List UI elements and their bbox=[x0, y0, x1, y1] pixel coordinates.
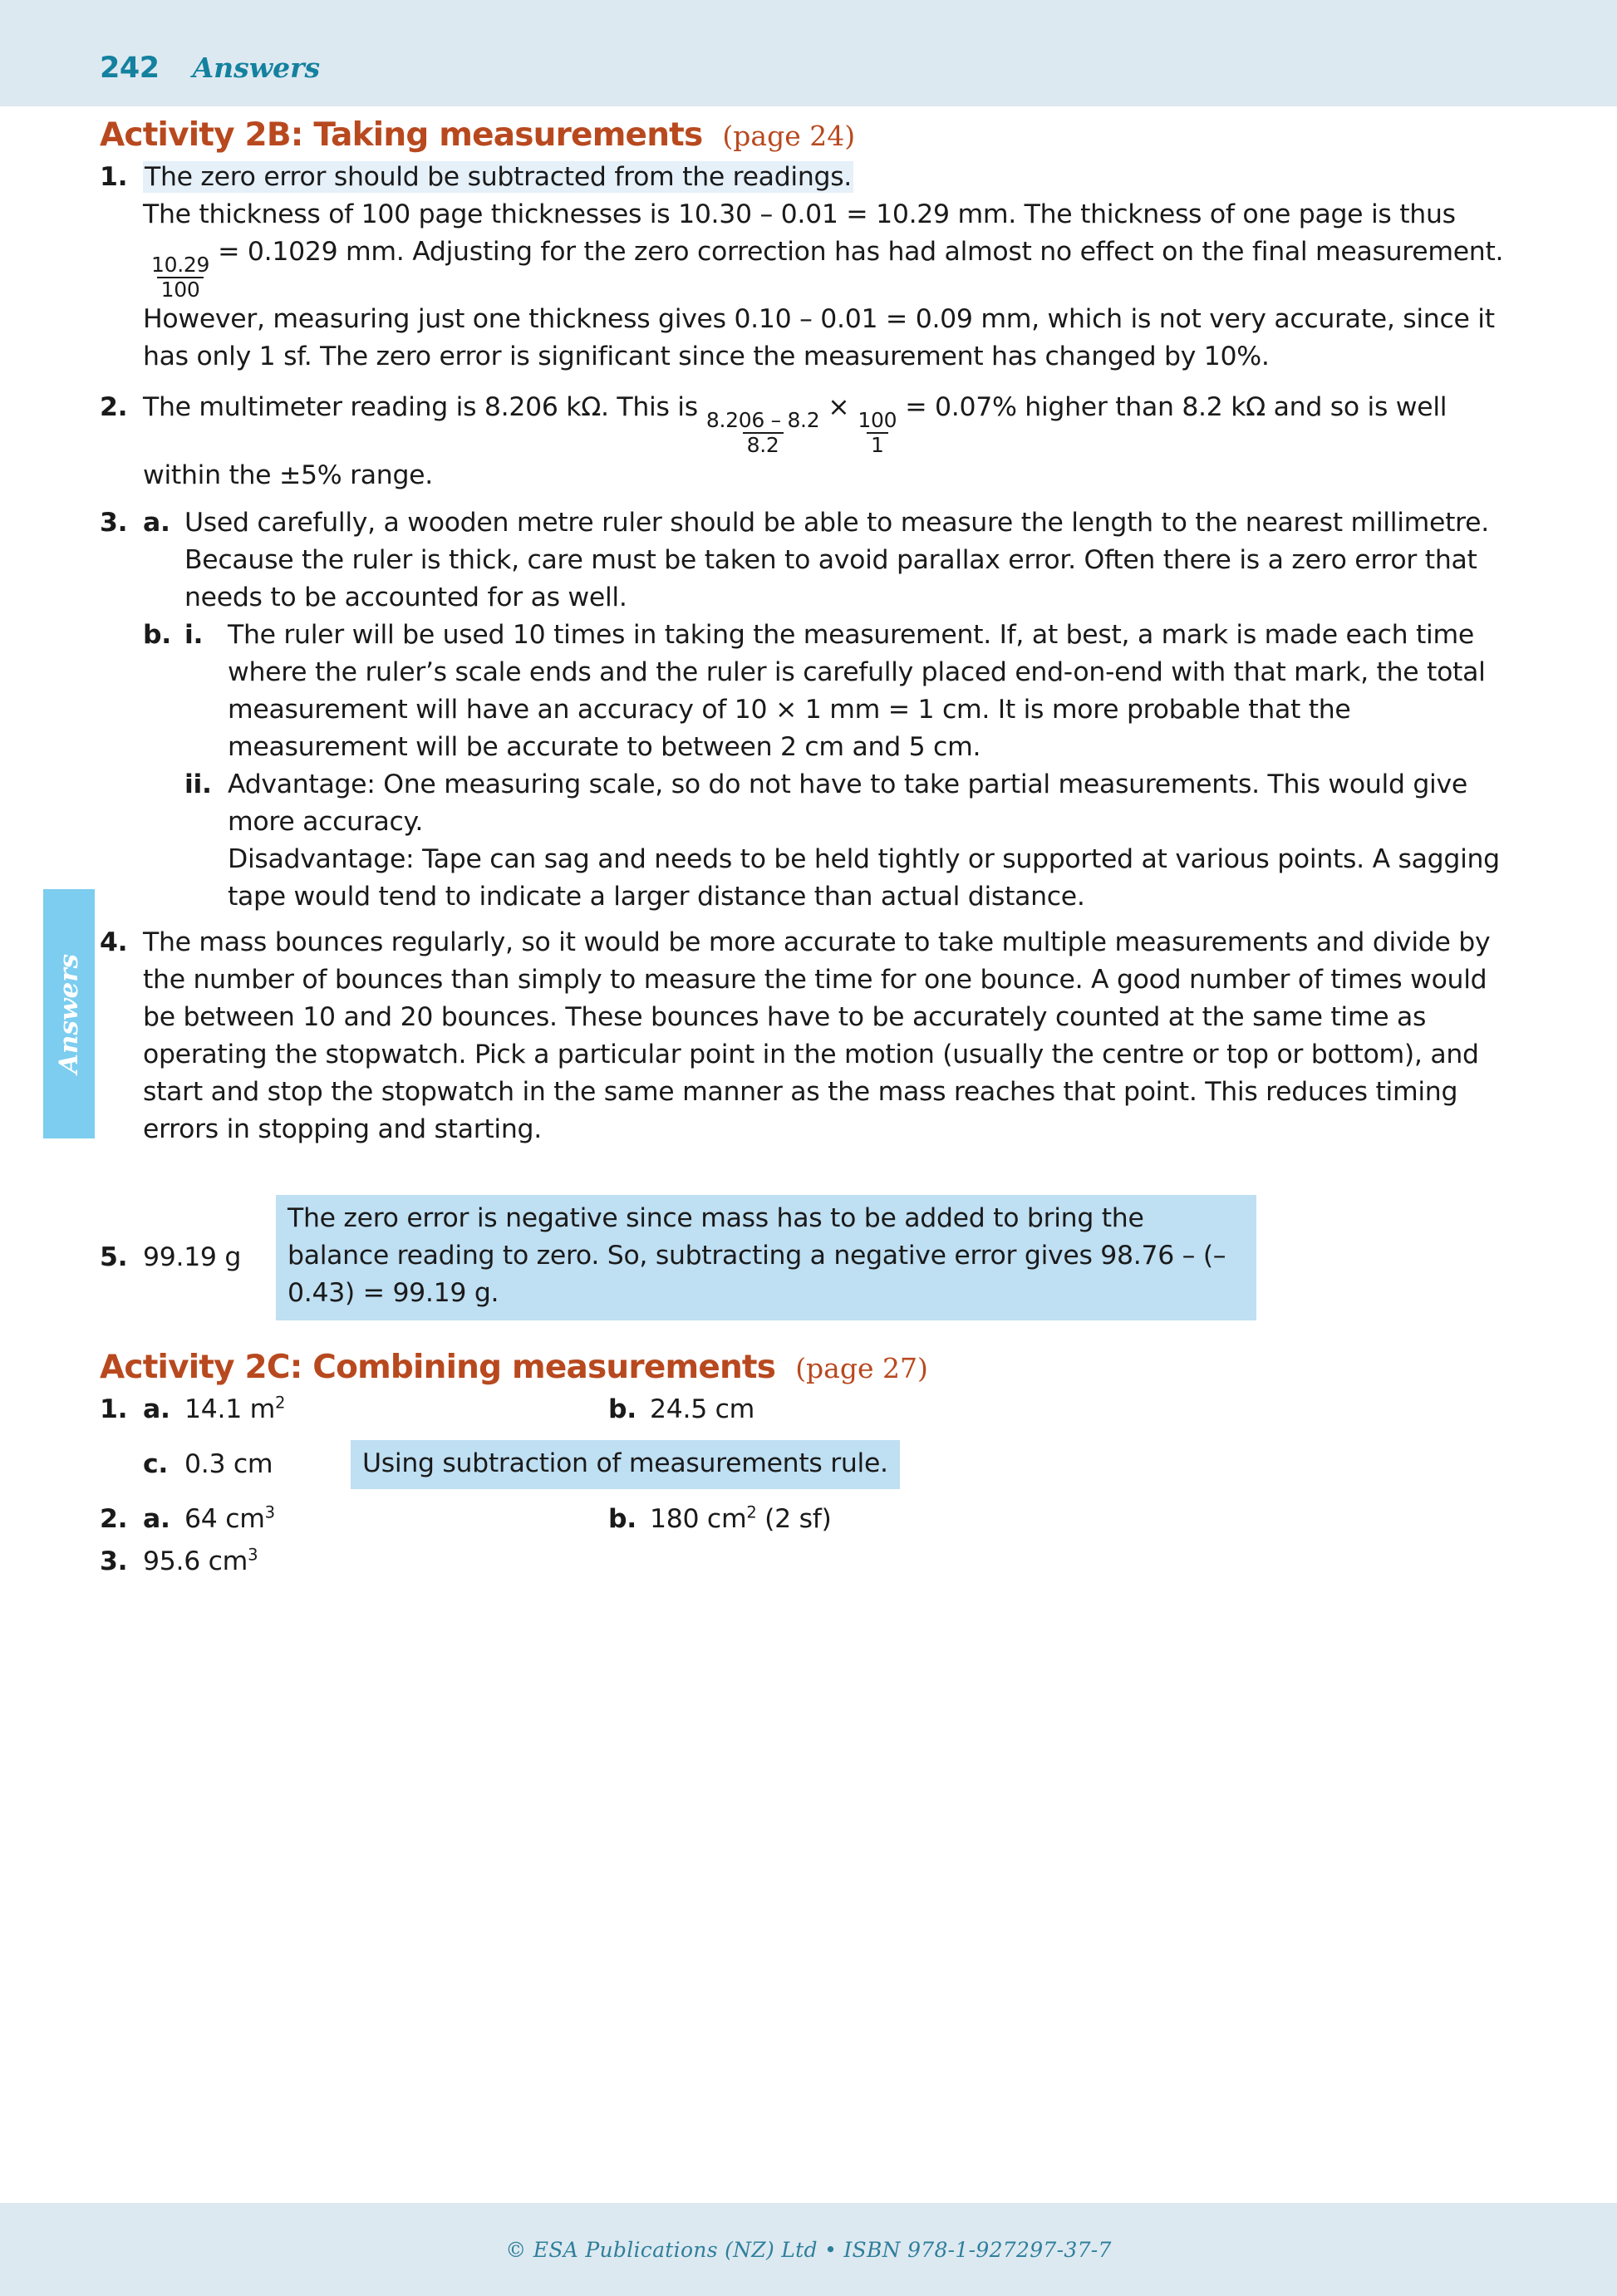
q1-highlighted-line: The zero error should be subtracted from the readings. bbox=[145, 162, 853, 192]
answer-value-text: 14.1 m bbox=[184, 1394, 276, 1424]
disadvantage-text: Disadvantage: Tape can sag and needs to be held tightly or supported at various points. A sagging tape would tend to indicate a larger distance than actual distance. bbox=[228, 843, 1500, 912]
answer-value-1b: 24.5 cm bbox=[650, 1394, 755, 1424]
activity-2c-title: Activity 2C: Combining measurements bbox=[100, 1348, 776, 1386]
fraction-denominator: 100 bbox=[157, 277, 204, 301]
subitem-marker: b. bbox=[608, 1503, 636, 1534]
answer-item-3 bbox=[100, 504, 1512, 916]
answer-value-text: 64 cm bbox=[184, 1503, 265, 1534]
q2-text-after: = 0.07% higher than 8.2 kΩ and so is well within the ±5% range. bbox=[143, 392, 1447, 490]
page-number: 242 bbox=[100, 52, 160, 85]
page-footer-band bbox=[0, 2203, 1617, 2296]
answer-item-2c-2 bbox=[100, 1501, 1512, 1538]
item-body bbox=[143, 1543, 1512, 1581]
subitem-marker: a. bbox=[143, 1503, 170, 1534]
answer-value-exponent: 2 bbox=[746, 1502, 757, 1522]
q5-note-box: The zero error is negative since mass has to be added to bring the balance reading to zero. So, subtracting a negative error gives 98.76 – (–0.43) = 99.19 g. bbox=[276, 1195, 1256, 1320]
fraction-100-over-1 bbox=[853, 410, 901, 457]
page-header-band bbox=[0, 0, 1617, 106]
advantage-text: Advantage: One measuring scale, so do not have to take partial measurements. This would give more accuracy. bbox=[228, 769, 1467, 837]
answer-value-suffix: (2 sf) bbox=[756, 1503, 832, 1534]
roman-body bbox=[228, 766, 1512, 916]
answer-item-3b bbox=[143, 617, 1512, 916]
fraction-denominator: 8.2 bbox=[743, 432, 784, 456]
answer-item-1 bbox=[100, 159, 1512, 376]
roman-marker: i. bbox=[184, 619, 204, 650]
answer-value-3 bbox=[143, 1546, 258, 1576]
fraction-numerator: 10.29 bbox=[151, 252, 210, 277]
answer-value-1c: 0.3 cm bbox=[184, 1448, 273, 1479]
activity-2c-heading bbox=[100, 1349, 1512, 1386]
fraction-numerator: 8.206 – 8.2 bbox=[705, 408, 820, 432]
subitem-body bbox=[184, 617, 1512, 916]
roman-body: The ruler will be used 10 times in taking the measurement. If, at best, a mark is made each time where the ruler’s scale ends and the ruler is carefully placed end-on-end with that mark, the total measurement will have an accuracy of 10 × 1 mm = 1 cm. It is more probable that the measurement will be accurate to between 2 cm and 5 cm. bbox=[228, 619, 1486, 762]
q2-text-before: The multimeter reading is 8.206 kΩ. This is bbox=[143, 392, 698, 423]
item-body bbox=[143, 159, 1512, 376]
answer-cell-2b bbox=[608, 1501, 832, 1538]
roman-marker: ii. bbox=[184, 769, 212, 799]
activity-2c-page-ref: (page 27) bbox=[795, 1351, 928, 1384]
item-marker: 2. bbox=[100, 1503, 128, 1534]
subitem-marker: b. bbox=[608, 1394, 636, 1424]
q1-paragraph bbox=[143, 196, 1512, 376]
fraction-percent-difference bbox=[702, 410, 823, 457]
answer-value-exponent: 3 bbox=[264, 1502, 275, 1522]
answer-item-3a bbox=[143, 504, 1512, 617]
item-body bbox=[143, 1501, 1512, 1538]
item-body bbox=[143, 504, 1512, 916]
answer-value-exponent: 2 bbox=[275, 1393, 286, 1412]
activity-2b-heading bbox=[100, 116, 1512, 154]
answer-value-2b bbox=[650, 1501, 832, 1538]
item-marker: 5. bbox=[100, 1241, 128, 1272]
footer-copyright: © ESA Publications (NZ) Ltd • ISBN 978-1-927297-37-7 bbox=[505, 2238, 1112, 2262]
activity-2b-title: Activity 2B: Taking measurements bbox=[100, 116, 703, 154]
side-tab-answers bbox=[43, 889, 95, 1138]
item-marker: 1. bbox=[100, 1394, 128, 1424]
q1-highlighted-line-wrap bbox=[143, 159, 1512, 196]
answer-item-3b-ii bbox=[184, 766, 1512, 916]
subitem-marker: a. bbox=[143, 507, 170, 538]
fraction-numerator: 100 bbox=[858, 408, 897, 432]
item-marker: 4. bbox=[100, 927, 128, 957]
answer-item-3b-i bbox=[184, 617, 1512, 766]
answer-cell-2a bbox=[143, 1501, 608, 1538]
item-body bbox=[143, 389, 1512, 494]
multiplication-sign: × bbox=[828, 392, 850, 423]
answer-cell-1b bbox=[608, 1391, 754, 1428]
q1-text-before-fraction: The thickness of 100 page thicknesses is 10.30 – 0.01 = 10.29 mm. The thickness of one page is thus bbox=[143, 199, 1456, 229]
answer-value-text: 180 cm bbox=[650, 1503, 747, 1534]
item-marker: 1. bbox=[100, 162, 128, 192]
subitem-marker: b. bbox=[143, 619, 171, 650]
answer-item-2c-1 bbox=[100, 1391, 1512, 1489]
header-section-label: Answers bbox=[192, 52, 321, 84]
activity-2b-page-ref: (page 24) bbox=[722, 120, 856, 152]
answer-note-1c: Using subtraction of measurements rule. bbox=[351, 1440, 900, 1489]
answer-value-text: 95.6 cm bbox=[143, 1546, 248, 1576]
q5-value: 99.19 g bbox=[143, 1241, 242, 1272]
answer-item-2 bbox=[100, 389, 1512, 494]
item-marker: 3. bbox=[100, 507, 128, 538]
subitem-body: Used carefully, a wooden metre ruler should be able to measure the length to the nearest millimetre. Because the ruler is thick, care must be taken to avoid parallax error. Often there is a zero error that needs to be accounted for as well. bbox=[184, 507, 1489, 612]
fraction-10-29-over-100 bbox=[147, 254, 214, 302]
page-header-content bbox=[100, 52, 320, 85]
answer-value-1a bbox=[184, 1391, 285, 1428]
answer-value-exponent: 3 bbox=[248, 1545, 258, 1564]
answer-item-2c-3 bbox=[100, 1543, 1512, 1581]
answer-item-4 bbox=[100, 924, 1512, 1148]
answer-value-2a bbox=[184, 1501, 275, 1538]
item-marker: 2. bbox=[100, 392, 128, 423]
page-content bbox=[100, 116, 1512, 1581]
item-body: The mass bounces regularly, so it would be more accurate to take multiple measurements and divide by the number of bounces than simply to measure the time for one bounce. A good number of times would be between 10 and 20 bounces. These bounces have to be accurately counted at the same time as operating the stopwatch. Pick a particular point in the motion (usually the centre or top or bottom), and start and stop the stopwatch in the same manner as the mass reaches that point. This reduces timing errors in stopping and starting. bbox=[143, 927, 1491, 1144]
subitem-marker: c. bbox=[143, 1448, 169, 1479]
answer-cell-1c bbox=[143, 1446, 351, 1483]
subitem-marker: a. bbox=[143, 1394, 170, 1424]
fraction-denominator: 1 bbox=[867, 432, 888, 456]
side-tab-label: Answers bbox=[54, 953, 84, 1074]
item-marker: 3. bbox=[100, 1546, 128, 1576]
answer-row-1c bbox=[143, 1440, 1512, 1489]
item-body bbox=[143, 1391, 1512, 1489]
answer-item-5 bbox=[100, 1195, 1512, 1320]
answer-row-1ab bbox=[143, 1391, 1512, 1428]
answer-row-2ab bbox=[143, 1501, 1512, 1538]
answer-cell-1a bbox=[143, 1391, 608, 1428]
q1-text-after-fraction: = 0.1029 mm. Adjusting for the zero correction has had almost no effect on the final measurement. However, measuring just one thickness gives 0.10 – 0.01 = 0.09 mm, which is not very accurate, since it has only 1 sf. The zero error is significant since the measurement has changed by 10%. bbox=[143, 237, 1504, 372]
